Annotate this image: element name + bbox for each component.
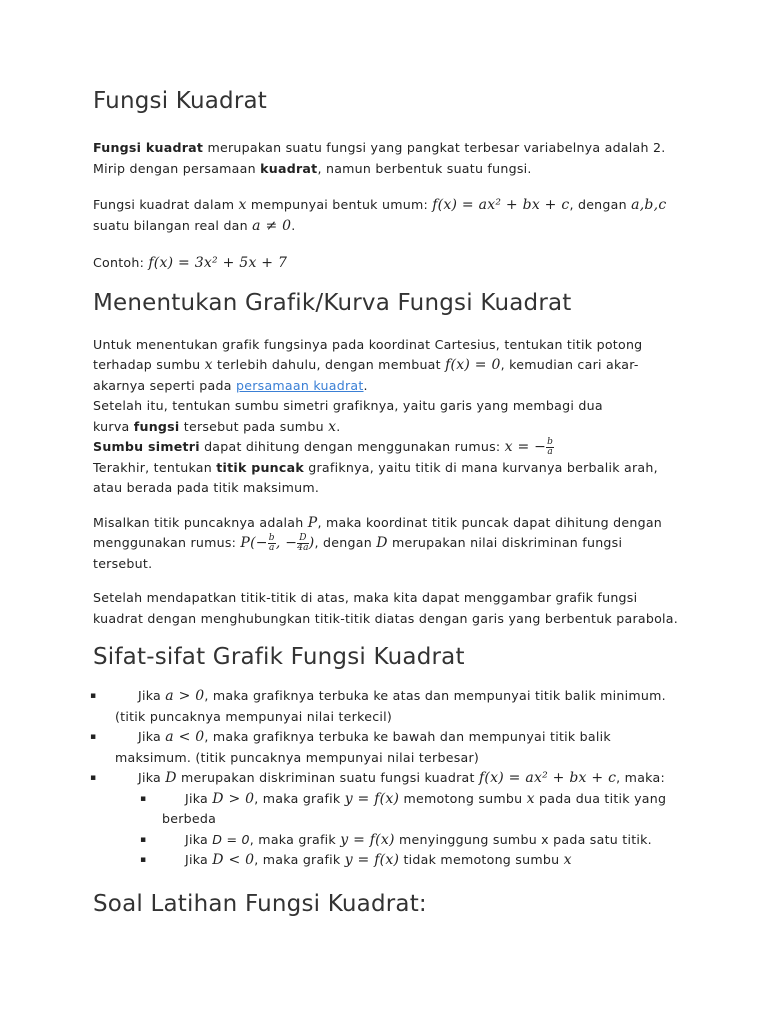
math-var: x [526, 790, 535, 807]
condition-formula: a < 0 [165, 729, 205, 745]
condition-formula: D > 0 [212, 790, 255, 807]
persamaan-kuadrat-link[interactable]: persamaan kuadrat [235, 377, 364, 393]
example-paragraph: Contoh: f(x) = 3x² + 5x + 7 [93, 255, 288, 271]
bullet-icon: ▪ [90, 691, 97, 701]
parabola-paragraph: Setelah mendapatkan titik-titik di atas, maka kita dapat menggambar grafik fungsi kuadrat dengan menghubungkan titik-titik diatas dengan garis yang berbentuk parabola. [93, 590, 679, 626]
math-var: x [328, 418, 337, 435]
condition-formula: a ≠ 0 [252, 217, 292, 234]
fraction: $\frac{b}{a}$ [547, 436, 554, 457]
condition-formula: D < 0 [212, 852, 255, 868]
general-form-paragraph: Fungsi kuadrat dalam x mempunyai bentuk umum: f(x) = ax² + bx + c, dengan a,b,c suatu bilangan real dan a ≠ 0. [93, 197, 667, 234]
condition-formula: a > 0 [165, 688, 205, 704]
bullet-icon: ▪ [140, 834, 147, 845]
bullet-icon: ▪ [140, 793, 147, 804]
math-var: x [204, 357, 213, 373]
list-item: ▪ Jika a > 0, maka grafiknya terbuka ke atas dan mempunyai titik balik minimum. (titik puncaknya mempunyai nilai terkecil) [90, 688, 666, 724]
bold-term: Sumbu simetri [93, 439, 200, 454]
fraction: $\frac{D}{4a}$ [297, 532, 309, 553]
math-var: x [563, 852, 572, 868]
math-var: P [307, 514, 318, 531]
sub-list-item: ▪ Jika D > 0, maka grafik y = f(x) memotong sumbu x pada dua titik yang berbeda [140, 790, 667, 826]
properties-list [90, 686, 678, 871]
list-item: ▪ Jika a < 0, maka grafiknya terbuka ke bawah dan mempunyai titik balik maksimum. (titik puncaknya mempunyai nilai terbesar) [90, 729, 611, 765]
bold-term: kuadrat [260, 160, 318, 176]
document-page [90, 86, 679, 919]
graph-steps-paragraph: Untuk menentukan grafik fungsinya pada koordinat Cartesius, tentukan titik potong terhadap sumbu x terlebih dahulu, dengan membuat f(x) = 0, kemudian cari akar- akarnya seperti pada persamaan kuadrat. Setelah itu, tentukan sumbu simetri grafiknya, yaitu garis yang membagi dua kurva fungsi tersebut pada sumbu x. Sumbu simetri dapat dihitung dengan menggunakan rumus: x = − $\frac{b}{a}$ Terakhir, tentukan titik puncak grafiknya, yaitu titik di mana kurvanya berbalik arah, atau berada pada titik maksimum. [93, 336, 658, 495]
section-heading-graph: Menentukan Grafik/Kurva Fungsi Kuadrat [93, 289, 572, 316]
symmetry-formula: x = − $\frac{b}{a}$ [504, 436, 554, 457]
general-formula: f(x) = ax² + bx + c [478, 770, 617, 786]
page-title: Fungsi Kuadrat [93, 88, 267, 114]
bullet-icon: ▪ [140, 855, 147, 865]
example-formula: f(x) = 3x² + 5x + 7 [148, 255, 288, 271]
list-item: ▪ Jika D merupakan diskriminan suatu fungsi kuadrat f(x) = ax² + bx + c, maka: [93, 768, 678, 789]
function-formula: y = f(x) [344, 852, 400, 868]
sub-list-item: ▪ Jika D < 0, maka grafik y = f(x) tidak memotong sumbu x [93, 850, 678, 871]
math-var: a,b,c [631, 197, 667, 213]
fraction: $\frac{b}{a}$ [268, 532, 275, 553]
condition-formula: D = 0 [212, 831, 250, 847]
section-heading-properties: Sifat-sifat Grafik Fungsi Kuadrat [93, 644, 465, 670]
general-formula: f(x) = ax² + bx + c [432, 197, 570, 213]
section-heading-exercises: Soal Latihan Fungsi Kuadrat: [93, 890, 427, 917]
sub-list-item: ▪ Jika D = 0, maka grafik y = f(x) menyinggung sumbu x pada satu titik. [93, 830, 678, 851]
bold-term: Fungsi kuadrat [93, 140, 204, 155]
bullet-icon: ▪ [90, 732, 97, 742]
bold-term: titik puncak [216, 459, 304, 475]
bold-term: fungsi [133, 418, 180, 434]
bullet-icon: ▪ [90, 773, 97, 783]
math-var: D [165, 770, 177, 786]
root-formula: f(x) = 0 [445, 357, 501, 373]
function-formula: y = f(x) [344, 790, 400, 807]
function-formula: y = f(x) [340, 831, 395, 848]
vertex-formula: P(− $\frac{b}{a}$ , − $\frac{D}{4a}$ ) [240, 532, 315, 553]
math-var: D [376, 535, 388, 551]
math-var: x [238, 197, 247, 213]
intro-paragraph: Fungsi kuadrat merupakan suatu fungsi yang pangkat terbesar variabelnya adalah 2. Mirip dengan persamaan kuadrat, namun berbentuk suatu fungsi. [93, 140, 666, 176]
vertex-paragraph: Misalkan titik puncaknya adalah P, maka koordinat titik puncak dapat dihitung dengan menggunakan rumus: P(− $\frac{b}{a}$ , − $\frac{D}{4a}$ ), dengan D merupakan nilai diskriminan fungsi tersebut. [93, 514, 663, 571]
